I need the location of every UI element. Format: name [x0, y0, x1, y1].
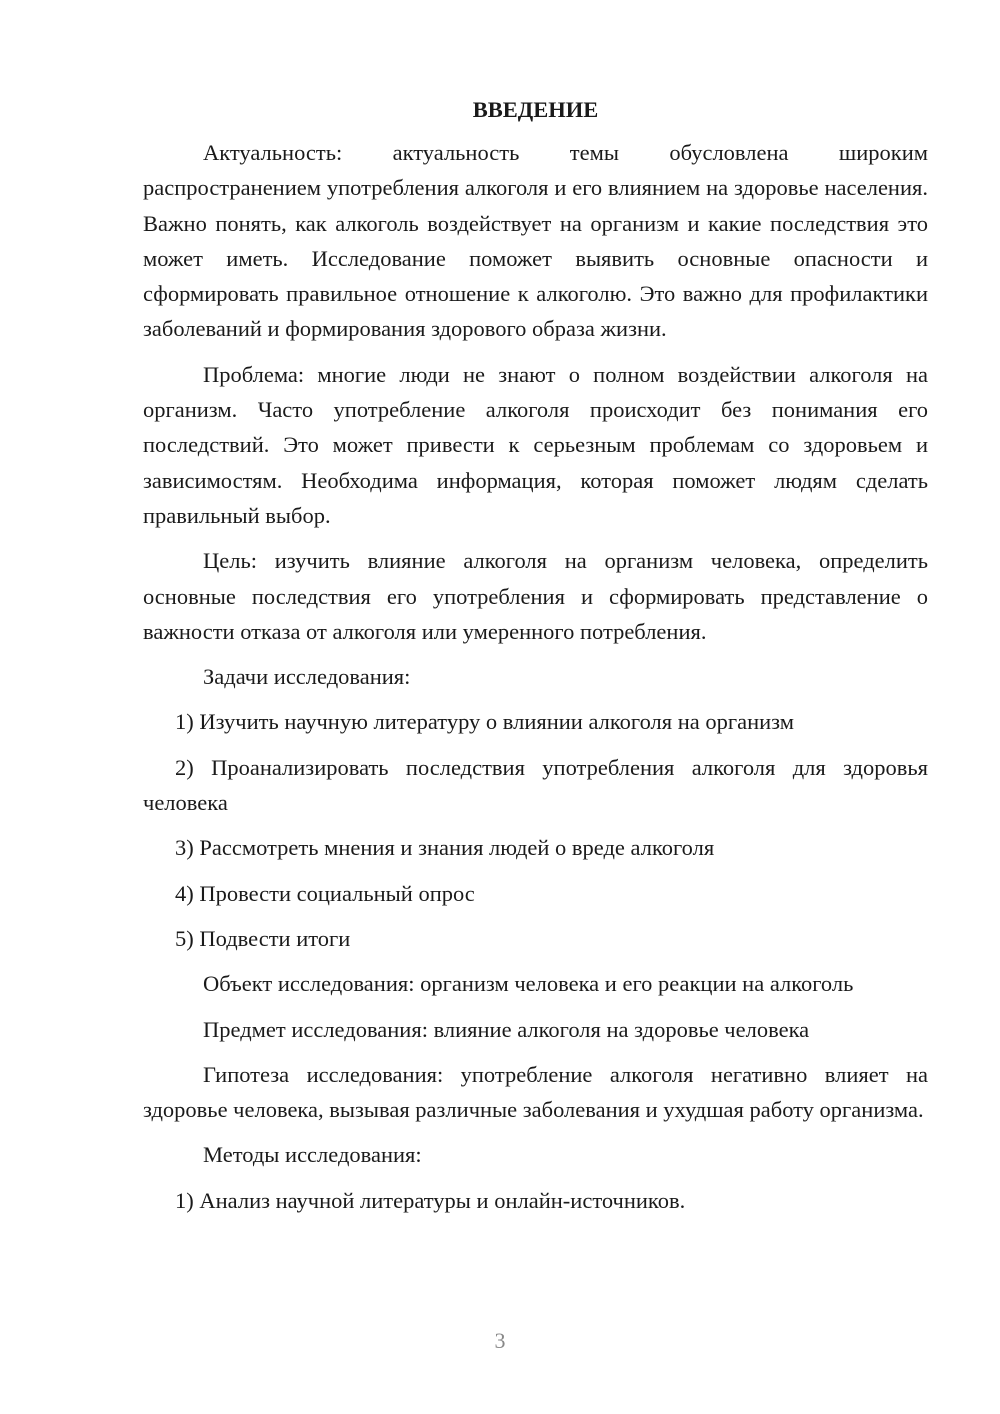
paragraph-hypothesis: Гипотеза исследования: употребление алкоголя негативно влияет на здоровье человека, вызывая различные заболевания и ухудшая работу организма.	[143, 1061, 928, 1123]
method-item-1: 1) Анализ научной литературы и онлайн-источников.	[175, 1187, 686, 1213]
task-item-1: 1) Изучить научную литературу о влиянии алкоголя на организм	[175, 709, 794, 735]
paragraph-goal: Цель: изучить влияние алкоголя на организм человека, определить основные последствия его употребления и сформировать представление о важности отказа от алкоголя или умеренного потребления.	[143, 548, 928, 644]
paragraph-relevance: Актуальность: актуальность темы обусловлена широким распространением употребления алкоголя и его влиянием на здоровье населения. Важно понять, как алкоголь воздействует на организм и какие последствия это может иметь. Исследование поможет выявить основные опасности и сформировать правильное отношение к алкоголю. Это важно для профилактики заболеваний и формирования здорового образа жизни.	[143, 140, 928, 342]
section-title: ВВЕДЕНИЕ	[472, 97, 599, 122]
paragraph-subject: Предмет исследования: влияние алкоголя на здоровье человека	[203, 1016, 810, 1042]
task-item-2: 2) Проанализировать последствия употребления алкоголя для здоровья человека	[143, 754, 928, 816]
task-item-3: 3) Рассмотреть мнения и знания людей о вреде алкоголя	[175, 835, 715, 861]
task-item-4: 4) Провести социальный опрос	[175, 880, 475, 906]
page-number: 3	[494, 1328, 506, 1353]
tasks-heading: Задачи исследования:	[203, 664, 411, 690]
document-page	[143, 92, 928, 1228]
task-item-5: 5) Подвести итоги	[175, 925, 351, 951]
methods-heading: Методы исследования:	[203, 1142, 422, 1168]
paragraph-problem: Проблема: многие люди не знают о полном воздействии алкоголя на организм. Часто употребление алкоголя происходит без понимания его последствий. Это может привести к серьезным проблемам со здоровьем и зависимостям. Необходима информация, которая поможет людям сделать правильный выбор.	[143, 361, 928, 528]
paragraph-object: Объект исследования: организм человека и его реакции на алкоголь	[203, 971, 854, 997]
